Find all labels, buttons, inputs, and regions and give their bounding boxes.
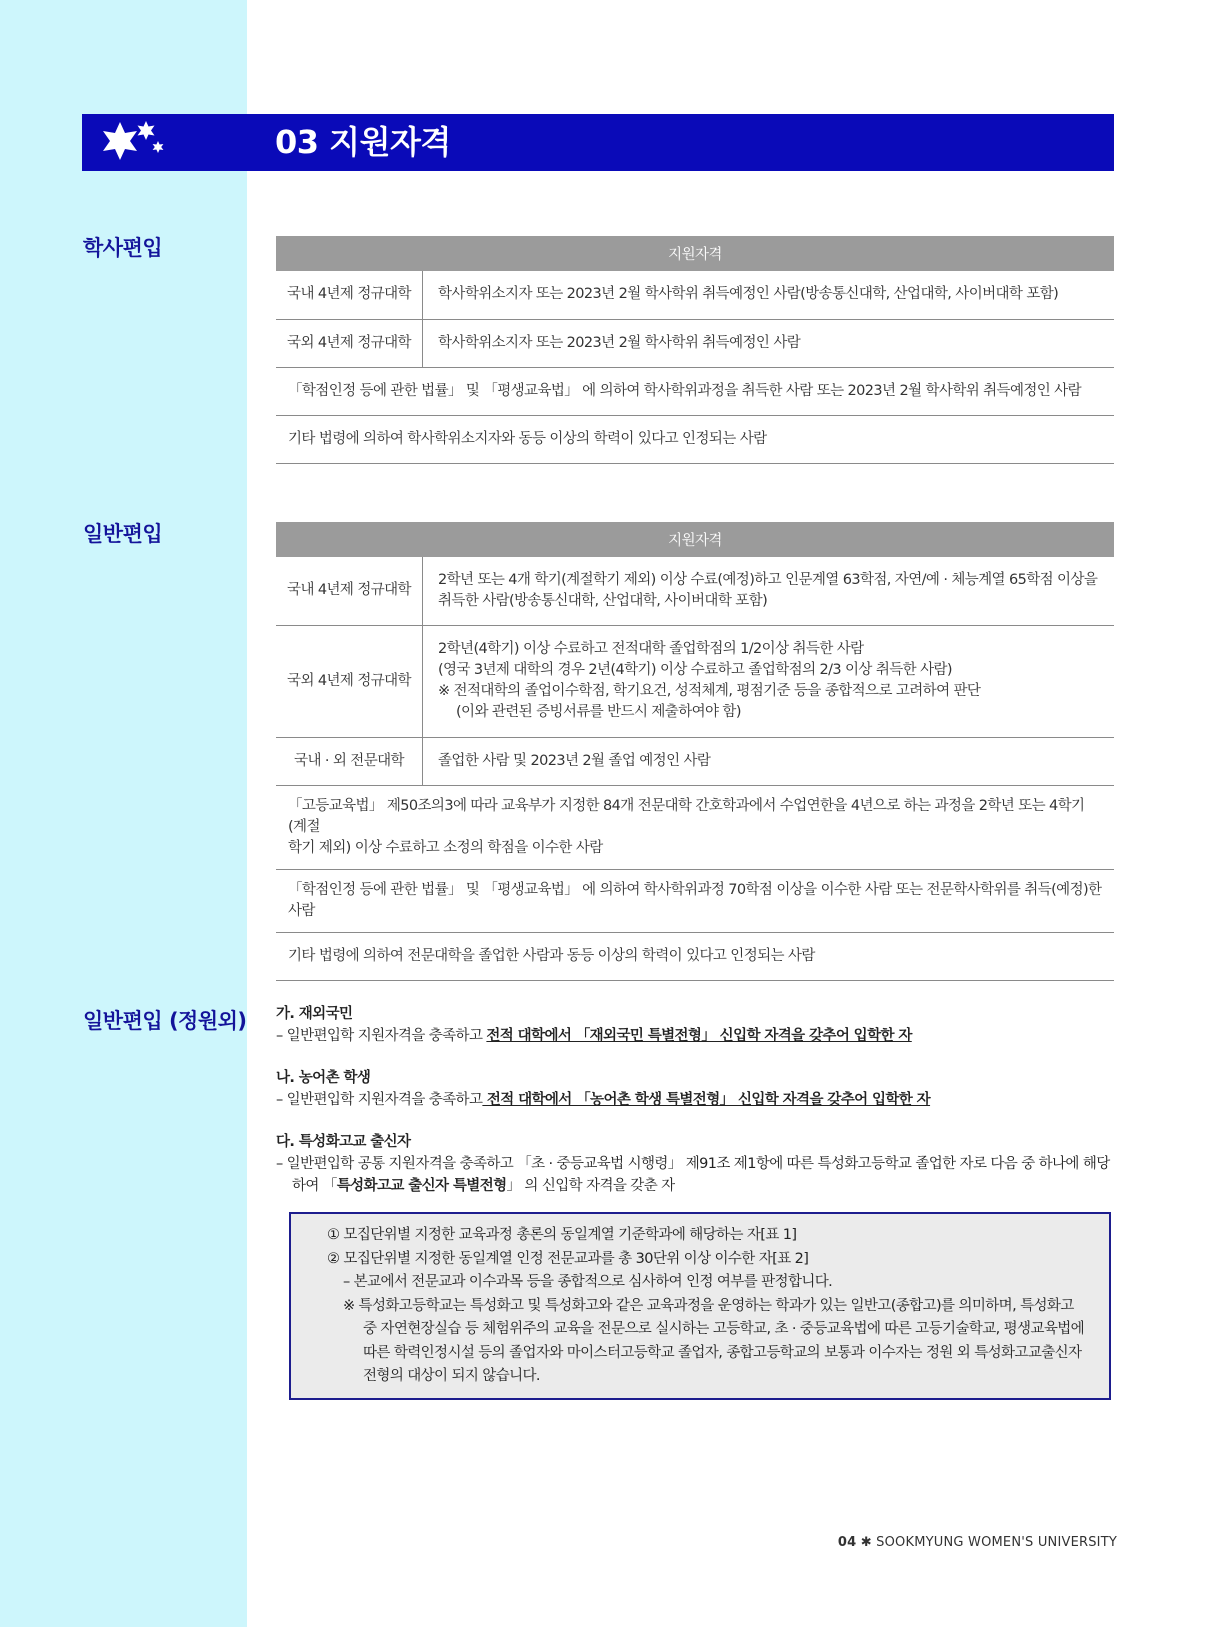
table-header: 지원자격 [276,236,1114,271]
row-key: 국외 4년제 정규대학 [276,625,423,737]
extra-block-b [276,1067,1116,1111]
line-text: 」 의 신입학 자격을 갖춘 자 [506,1178,675,1194]
table-row [276,785,1114,869]
row-value-line: ※ 전적대학의 졸업이수학점, 학기요건, 성적체계, 평점기준 등을 종합적으로 고려하여 판단 [438,683,981,699]
sub-heading: 가. 재외국민 [276,1006,353,1022]
table-row [276,869,1114,932]
row-value: 학사학위소지자 또는 2023년 2월 학사학위 취득예정인 사람 [423,319,1115,367]
extra-block-c [276,1131,1116,1197]
sub-heading: 다. 특성화고교 출신자 [276,1134,411,1150]
row-value: 학사학위소지자 또는 2023년 2월 학사학위 취득예정인 사람(방송통신대학, 산업대학, 사이버대학 포함) [423,271,1115,319]
separator-icon: ✱ [860,1535,872,1550]
stars-icon [94,118,174,168]
extra-block-a [276,1003,1116,1047]
row-full: 「학점인정 등에 관한 법률」 및 「평생교육법」 에 의하여 학사학위과정 70학점 이상을 이수한 사람 또는 전문학사학위를 취득(예정)한 사람 [276,869,1114,932]
line-emphasis: 전적 대학에서 「재외국민 특별전형」 신입학 자격을 갖추어 입학한 자 [486,1028,912,1044]
sub-line [276,1025,1116,1047]
table-row [276,932,1114,980]
row-value [423,557,1115,625]
row-full: 기타 법령에 의하여 학사학위소지자와 동등 이상의 학력이 있다고 인정되는 사람 [276,415,1114,463]
row-value [423,625,1115,737]
line-emphasis: 특성화고교 출신자 특별전형 [336,1178,507,1194]
general-table [276,522,1114,981]
page-number: 04 [837,1535,857,1550]
table-row [276,319,1114,367]
row-value-line: 「고등교육법」 제50조의3에 따라 교육부가 지정한 84개 전문대학 간호학과에서 수업연한을 4년으로 하는 과정을 2학년 또는 4학기(계절 [288,797,1085,835]
row-value: 졸업한 사람 및 2023년 2월 졸업 예정인 사람 [423,737,1115,785]
row-full [276,785,1114,869]
table-row [276,737,1114,785]
row-value-line: 2학년 또는 4개 학기(계절학기 제외) 이상 수료(예정)하고 인문계열 63학점, 자연/예 · 체능계열 65학점 이상을 [438,571,1098,588]
table-row [276,625,1114,737]
row-value-line: 취득한 사람(방송통신대학, 산업대학, 사이버대학 포함) [438,592,768,609]
sub-line: – 일반편입학 공통 지원자격을 충족하고 「초 · 중등교육법 시행령」 제91조 제1항에 따른 특성화고등학교 졸업한 자로 다음 중 하나에 해당 [276,1156,1110,1172]
section-banner [82,114,1114,171]
row-full: 「학점인정 등에 관한 법률」 및 「평생교육법」 에 의하여 학사학위과정을 취득한 사람 또는 2023년 2월 학사학위 취득예정인 사람 [276,367,1114,415]
note-box [289,1212,1111,1400]
row-key: 국내 4년제 정규대학 [276,271,423,319]
table-header: 지원자격 [276,522,1114,557]
row-key: 국내 · 외 전문대학 [276,737,423,785]
note-paragraph: ※ 특성화고등학교는 특성화고 및 특성화고와 같은 교육과정을 운영하는 학과가 있는 일반고(종합고)를 의미하며, 특성화고 중 자연현장실습 등 체험위주의 교육을 전문으로 실시하는 고등학교, 초 · 중등교육법에 따른 고등기술학교, 평생교육법에 따른 학력인정시설 등의 졸업자와 마이스터고등학교 졸업자, 종합고등학교의 보통과 이수자는 정원 외 특성화고교출신자전형의 대상이 되지 않습니다. [343,1297,1085,1384]
row-key: 국내 4년제 정규대학 [276,557,423,625]
table-row [276,367,1114,415]
note-line: – 본교에서 전문교과 이수과목 등을 종합적으로 심사하여 인정 여부를 판정합니다. [343,1274,833,1290]
table-row [276,415,1114,463]
banner-title: 03 지원자격 [275,123,451,161]
sub-line [276,1175,1116,1197]
university-name: SOOKMYUNG WOMEN'S UNIVERSITY [876,1535,1117,1550]
table-row [276,557,1114,625]
sub-line [276,1089,1116,1111]
row-value-line: 학기 제외) 이상 수료하고 소정의 학점을 이수한 사람 [288,839,603,856]
row-full: 기타 법령에 의하여 전문대학을 졸업한 사람과 동등 이상의 학력이 있다고 인정되는 사람 [276,932,1114,980]
note-line: ② 모집단위별 지정한 동일계열 인정 전문교과를 총 30단위 이상 이수한 자[표 2] [327,1250,809,1267]
table-row [276,271,1114,319]
note-line: ① 모집단위별 지정한 교육과정 총론의 동일계열 기준학과에 해당하는 자[표 1] [327,1227,797,1243]
section-label-general: 일반편입 [83,522,163,546]
row-value-line: 2학년(4학기) 이상 수료하고 전적대학 졸업학점의 1/2이상 취득한 사람 [438,641,864,657]
line-text: – 일반편입학 지원자격을 충족하고 [276,1028,487,1044]
section-label-extra: 일반편입 (정원외) [83,1009,247,1033]
sub-heading: 나. 농어촌 학생 [276,1070,371,1086]
line-emphasis: 전적 대학에서 「농어촌 학생 특별전형」 신입학 자격을 갖추어 입학한 자 [482,1092,931,1108]
line-text: 하여 「 [292,1178,337,1194]
row-key: 국외 4년제 정규대학 [276,319,423,367]
line-text: – 일반편입학 지원자격을 충족하고 [276,1092,483,1108]
page-footer [838,1535,1117,1550]
row-value-line: (이와 관련된 증빙서류를 반드시 제출하여야 함) [456,704,741,720]
section-label-bachelor: 학사편입 [83,236,163,260]
row-value-line: (영국 3년제 대학의 경우 2년(4학기) 이상 수료하고 졸업학점의 2/3 이상 취득한 사람) [438,662,952,678]
bachelor-table [276,236,1114,464]
